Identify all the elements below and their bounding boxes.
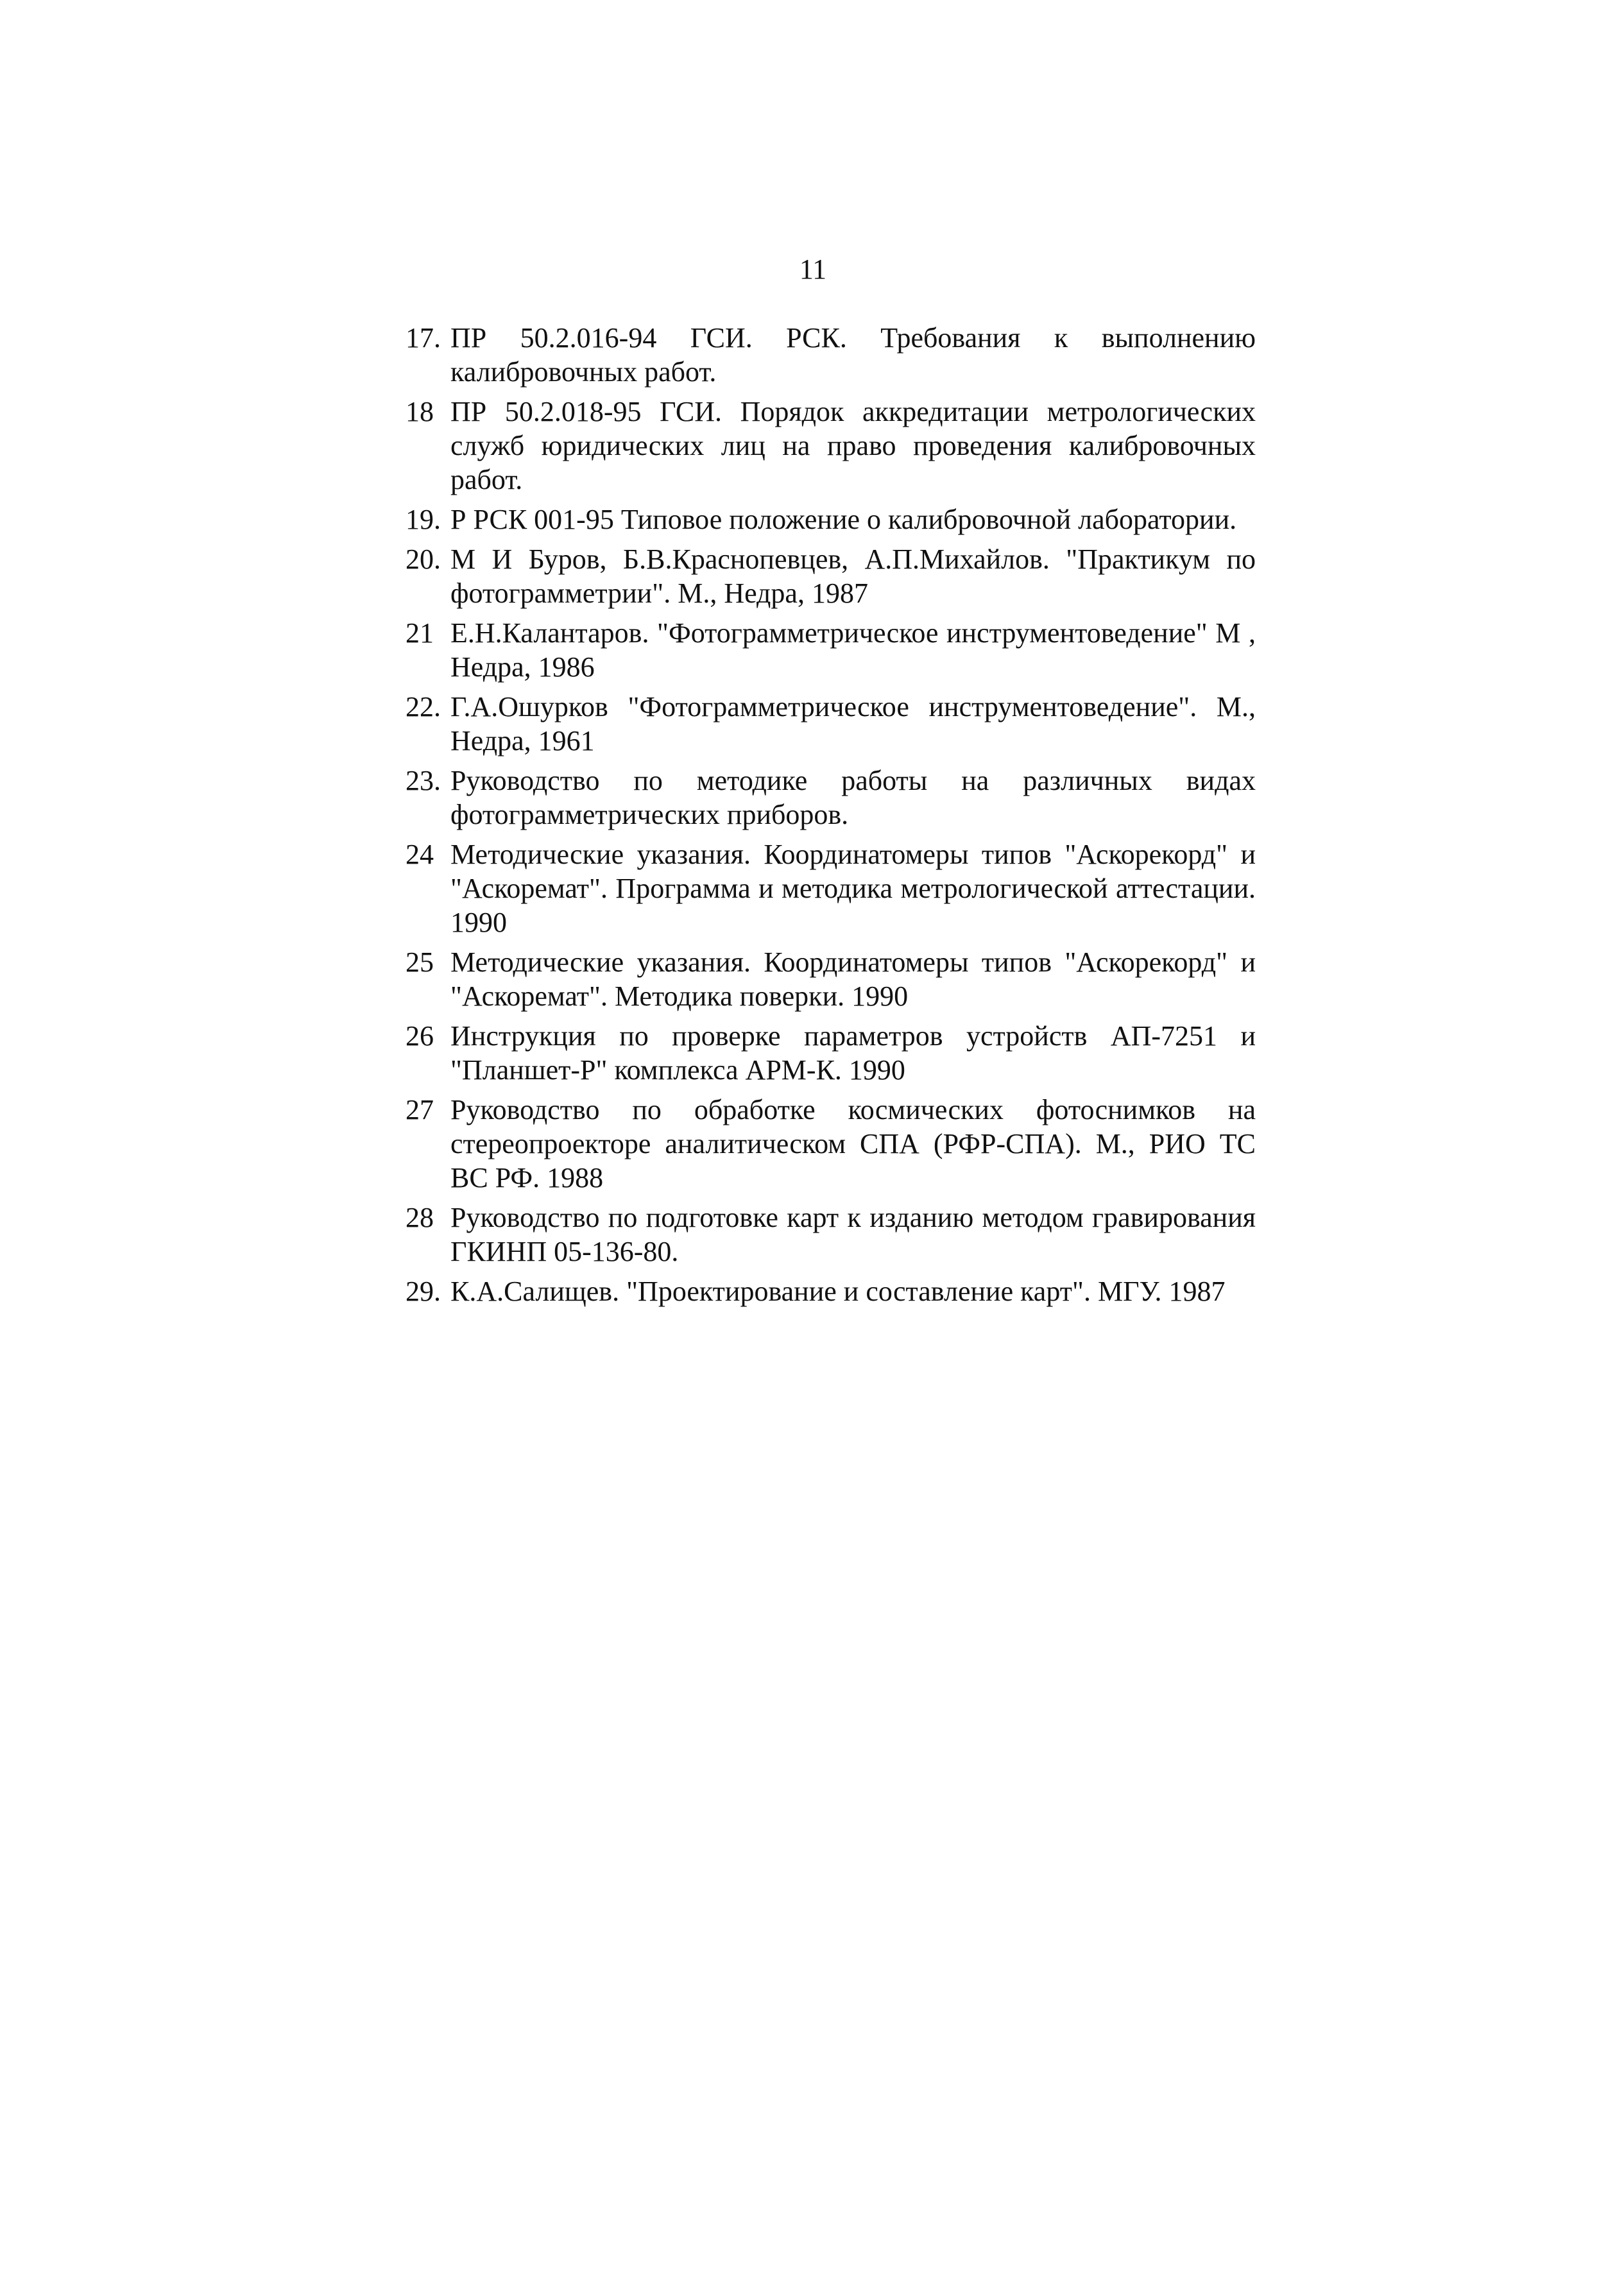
reference-text: К.А.Салищев. "Проектирование и составление карт". МГУ. 1987 bbox=[450, 1276, 1226, 1307]
reference-number: 21 bbox=[406, 617, 434, 649]
reference-item bbox=[406, 1274, 1256, 1308]
reference-number: 20. bbox=[406, 543, 441, 575]
reference-number: 18 bbox=[406, 396, 434, 427]
reference-number: 25 bbox=[406, 946, 434, 978]
reference-text: М И Буров, Б.В.Краснопевцев, А.П.Михайлов. "Практикум по фотограмметрии". М., Недра, 1987 bbox=[450, 543, 1256, 609]
reference-item bbox=[406, 542, 1256, 610]
reference-item bbox=[406, 616, 1256, 684]
reference-list bbox=[406, 321, 1256, 1314]
reference-number: 23. bbox=[406, 765, 441, 796]
reference-text: Руководство по обработке космических фотоснимков на стереопроекторе аналитическом СПА (РФР-СПА). М., РИО ТС ВС РФ. 1988 bbox=[450, 1094, 1256, 1193]
reference-number: 24 bbox=[406, 839, 434, 870]
reference-item bbox=[406, 764, 1256, 832]
reference-text: ПР 50.2.018-95 ГСИ. Порядок аккредитации метрологических служб юридических лиц на право проведения калибровочных работ. bbox=[450, 396, 1256, 495]
reference-item bbox=[406, 1019, 1256, 1087]
reference-number: 19. bbox=[406, 504, 441, 535]
reference-number: 29. bbox=[406, 1276, 441, 1307]
reference-number: 28 bbox=[406, 1202, 434, 1233]
reference-text: Руководство по методике работы на различных видах фотограмметрических приборов. bbox=[450, 765, 1256, 830]
reference-item bbox=[406, 690, 1256, 758]
reference-text: Р РСК 001-95 Типовое положение о калибровочной лаборатории. bbox=[450, 504, 1237, 535]
page-number: 11 bbox=[799, 253, 827, 285]
reference-text: Методические указания. Координатомеры типов "Аскорекорд" и "Аскоремат". Методика поверки. 1990 bbox=[450, 946, 1256, 1012]
reference-item bbox=[406, 1201, 1256, 1269]
reference-text: Методические указания. Координатомеры типов "Аскорекорд" и "Аскоремат". Программа и методика метрологической аттестации. 1990 bbox=[450, 839, 1256, 938]
reference-number: 27 bbox=[406, 1094, 434, 1125]
reference-number: 22. bbox=[406, 691, 441, 722]
reference-item bbox=[406, 321, 1256, 389]
reference-item bbox=[406, 945, 1256, 1013]
reference-item bbox=[406, 837, 1256, 939]
reference-item bbox=[406, 502, 1256, 536]
reference-text: ПР 50.2.016-94 ГСИ. РСК. Требования к выполнению калибровочных работ. bbox=[450, 322, 1256, 388]
reference-number: 26 bbox=[406, 1020, 434, 1052]
reference-number: 17. bbox=[406, 322, 441, 354]
reference-text: Г.А.Ошурков "Фотограмметрическое инструментоведение". М., Недра, 1961 bbox=[450, 691, 1256, 757]
reference-text: Е.Н.Калантаров. "Фотограмметрическое инструментоведение" М , Недра, 1986 bbox=[450, 617, 1256, 683]
reference-item bbox=[406, 1093, 1256, 1195]
reference-item bbox=[406, 395, 1256, 497]
reference-text: Руководство по подготовке карт к изданию методом гравирования ГКИНП 05-136-80. bbox=[450, 1202, 1256, 1267]
reference-text: Инструкция по проверке параметров устройств АП-7251 и "Планшет-Р" комплекса АРМ-К. 1990 bbox=[450, 1020, 1256, 1086]
